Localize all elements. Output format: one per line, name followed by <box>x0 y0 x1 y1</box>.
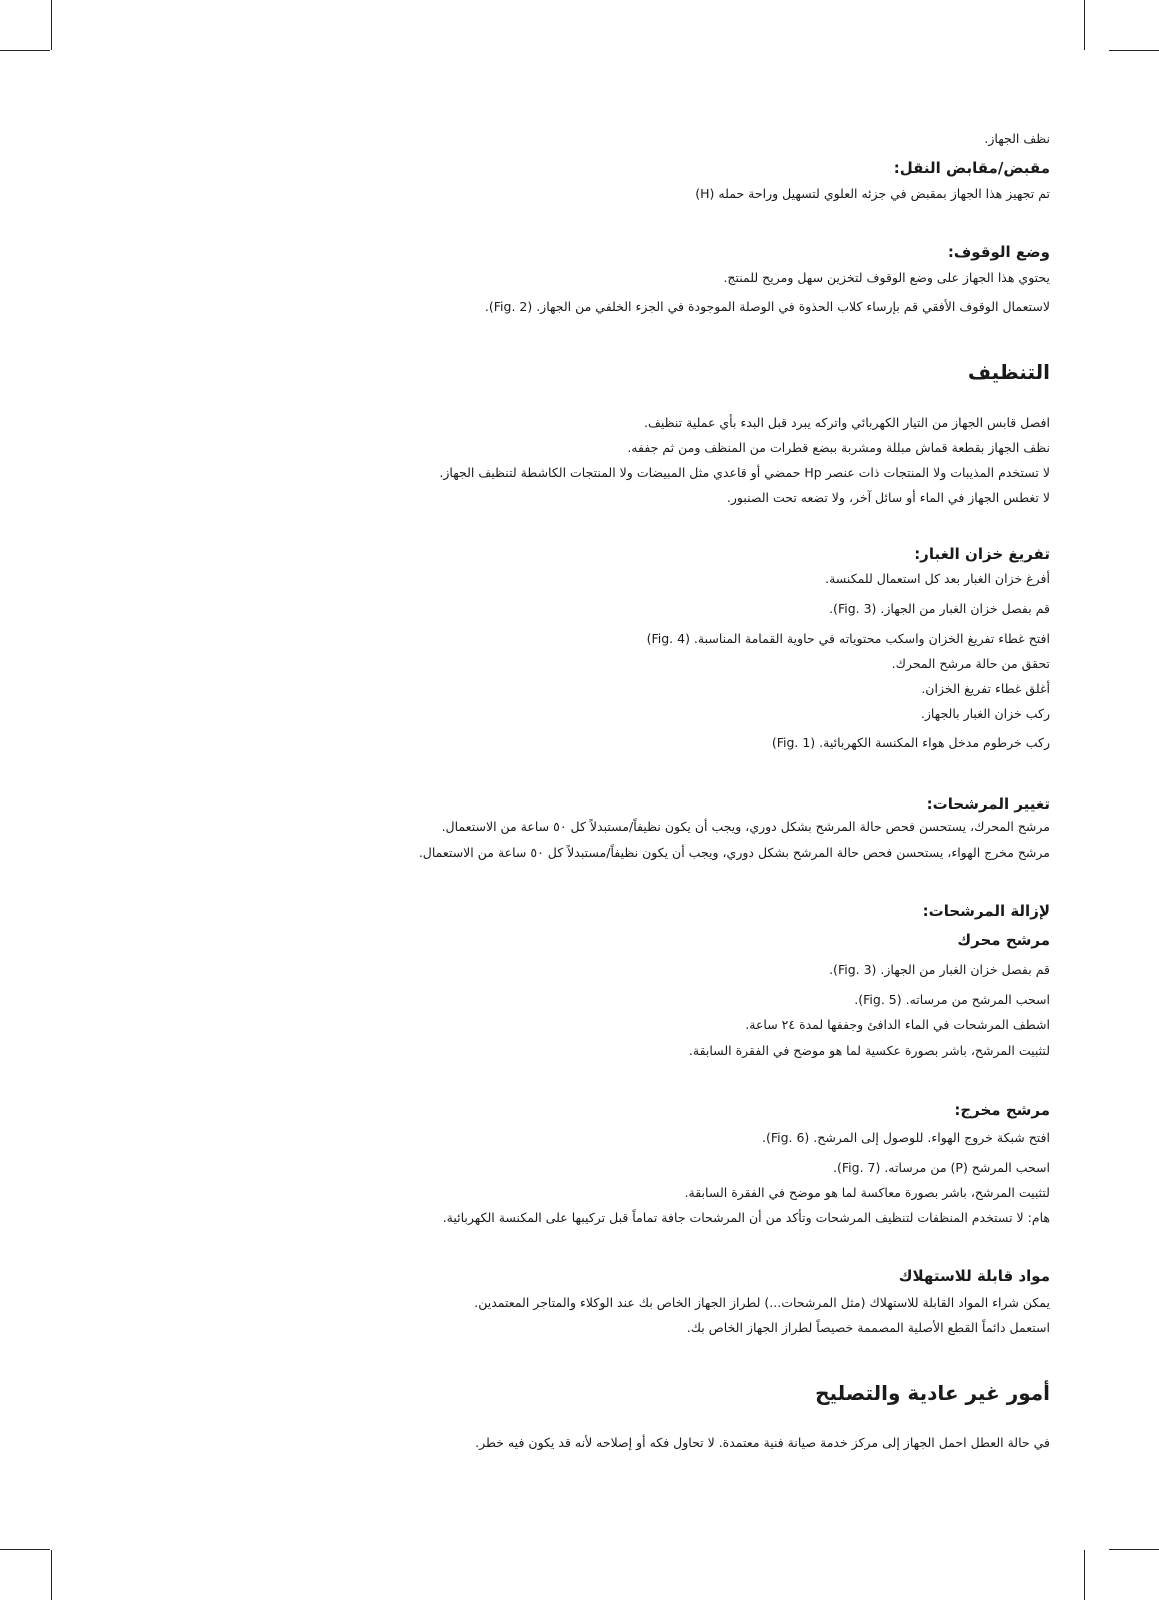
paragraph-line: هام: لا تستخدم المنظفات لتنظيف المرشحات وتأكد من أن المرشحات جافة تماماً قبل تركيبها على المكنسة الكهربائية. <box>442 1210 1050 1225</box>
paragraph-line: لا تغطس الجهاز في الماء أو سائل آخر، ولا تضعه تحت الصنبور. <box>726 490 1050 505</box>
parking-heading: وضع الوقوف: <box>947 243 1050 261</box>
paragraph-line: استعمل دائماً القطع الأصلية المصممة خصيصاً لطراز الجهاز الخاص بك. <box>686 1320 1050 1335</box>
intro-line: نظف الجهاز. <box>984 131 1050 146</box>
paragraph-line: لاستعمال الوقوف الأفقي قم بإرساء كلاب الحذوة في الوصلة الموجودة في الجزء الخلفي من الجهاز. (Fig. 2). <box>484 299 1050 314</box>
crop-mark <box>1109 50 1159 51</box>
paragraph-line: لا تستخدم المذيبات ولا المنتجات ذات عنصر Hp حمضي أو قاعدي مثل المبيضات ولا المنتجات الكاشطة لتنظيف الجهاز. <box>439 465 1050 480</box>
paragraph-line: لتثبيت المرشح، باشر بصورة عكسية لما هو موضح في الفقرة السابقة. <box>688 1043 1050 1058</box>
crop-mark <box>51 1550 52 1600</box>
dust-tank-heading: تفريغ خزان الغبار: <box>914 545 1050 563</box>
crop-mark <box>1084 1550 1085 1600</box>
motor-filter-subheading: مرشح محرك <box>957 931 1050 949</box>
crop-mark <box>1084 0 1085 50</box>
paragraph-line: افصل قابس الجهاز من التيار الكهربائي واتركه يبرد قبل البدء بأي عملية تنظيف. <box>643 415 1050 430</box>
document-page <box>420 0 1050 1600</box>
crop-mark <box>51 0 52 50</box>
paragraph-line: قم بفصل خزان الغبار من الجهاز. (Fig. 3). <box>829 601 1050 616</box>
paragraph-line: في حالة العطل احمل الجهاز إلى مركز خدمة صيانة فنية معتمدة. لا تحاول فكه أو إصلاحه لأنه قد يكون فيه خطر. <box>475 1435 1050 1450</box>
paragraph-line: اشطف المرشحات في الماء الدافئ وجففها لمدة ٢٤ ساعة. <box>745 1017 1050 1032</box>
cleaning-heading: التنظيف <box>967 360 1050 384</box>
filters-change-heading: تغيير المرشحات: <box>926 795 1050 813</box>
crop-mark <box>1109 1549 1159 1550</box>
paragraph-line: افتح شبكة خروج الهواء. للوصول إلى المرشح. (Fig. 6). <box>761 1130 1050 1145</box>
paragraph-line: قم بفصل خزان الغبار من الجهاز. (Fig. 3). <box>829 962 1050 977</box>
paragraph-line: افتح غطاء تفريغ الخزان واسكب محتوياته في حاوية القمامة المناسبة. (Fig. 4) <box>646 631 1050 646</box>
paragraph-line: اسحب المرشح من مرساته. (Fig. 5). <box>854 992 1050 1007</box>
paragraph-line: أفرغ خزان الغبار بعد كل استعمال للمكنسة. <box>825 571 1050 586</box>
paragraph-line: مرشح المحرك، يستحسن فحص حالة المرشح بشكل دوري، ويجب أن يكون نظيفاً/مستبدلاً كل ٥٠ ساعة من الاستعمال. <box>441 819 1050 834</box>
crop-mark <box>0 1549 50 1550</box>
repair-heading: أمور غير عادية والتصليح <box>815 1381 1050 1405</box>
paragraph-line: اسحب المرشح (P) من مرساته. (Fig. 7). <box>833 1160 1050 1175</box>
paragraph-line: تحقق من حالة مرشح المحرك. <box>891 656 1050 671</box>
paragraph-line: ركب خزان الغبار بالجهاز. <box>920 706 1050 721</box>
crop-mark <box>0 50 50 51</box>
paragraph-line: تم تجهيز هذا الجهاز بمقبض في جزئه العلوي لتسهيل وراحة حمله (H) <box>695 186 1050 201</box>
consumables-heading: مواد قابلة للاستهلاك <box>898 1267 1050 1285</box>
paragraph-line: نظف الجهاز بقطعة قماش مبللة ومشربة ببضع قطرات من المنظف ومن ثم جففه. <box>627 440 1050 455</box>
paragraph-line: أغلق غطاء تفريغ الخزان. <box>921 681 1050 696</box>
paragraph-line: ركب خرطوم مدخل هواء المكنسة الكهربائية. (Fig. 1) <box>771 735 1050 750</box>
outlet-filter-heading: مرشح مخرج: <box>954 1101 1050 1119</box>
paragraph-line: يمكن شراء المواد القابلة للاستهلاك (مثل المرشحات...) لطراز الجهاز الخاص بك عند الوكلاء والمتاجر المعتمدين. <box>474 1295 1050 1310</box>
paragraph-line: لتثبيت المرشح، باشر بصورة معاكسة لما هو موضح في الفقرة السابقة. <box>684 1185 1050 1200</box>
paragraph-line: يحتوي هذا الجهاز على وضع الوقوف لتخزين سهل ومريح للمنتج. <box>723 270 1050 285</box>
carry-handle-heading: مقبض/مقابض النقل: <box>893 159 1050 177</box>
paragraph-line: مرشح مخرج الهواء، يستحسن فحص حالة المرشح بشكل دوري، ويجب أن يكون نظيفاً/مستبدلاً كل ٥٠ ساعة من الاستعمال. <box>418 845 1050 860</box>
filters-remove-heading: لإزالة المرشحات: <box>922 902 1050 920</box>
